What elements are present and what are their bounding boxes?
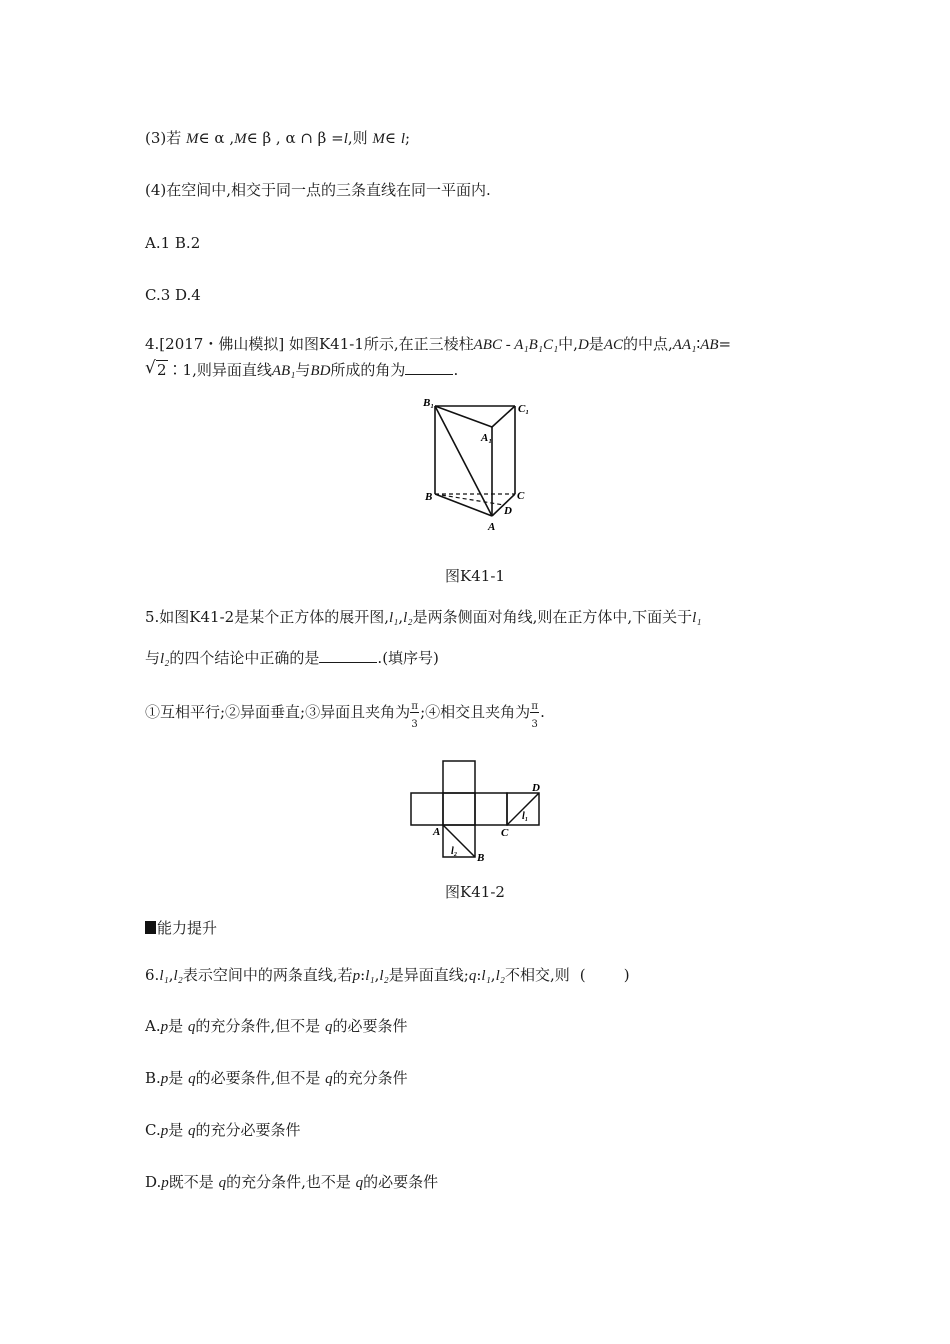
text: 是两条侧面对角线,则在正方体中,下面关于 <box>412 608 693 626</box>
figure-prism <box>420 392 540 542</box>
text: 4.[2017・佛山模拟] 如图K41-1所示,在正三棱柱 <box>145 335 474 353</box>
label-C: C <box>501 827 509 839</box>
label-C: C <box>517 490 525 502</box>
text: , <box>168 966 174 984</box>
math-var: q <box>188 1123 196 1139</box>
math-var: p <box>160 1019 169 1035</box>
text: 是 <box>168 1017 184 1035</box>
numerator: π <box>411 701 418 712</box>
label-D: D <box>504 505 512 517</box>
text: 的充分必要条件 <box>195 1121 301 1139</box>
radicand: 2 <box>157 361 167 379</box>
math-var: l₂ <box>160 651 170 667</box>
text: 的中点, <box>622 335 673 353</box>
text: , <box>490 966 496 984</box>
text: 与 <box>295 361 311 379</box>
text: 不相交,则 <box>504 966 570 984</box>
answer-blank[interactable] <box>405 360 453 375</box>
text: : <box>476 966 482 984</box>
section-square-icon <box>145 921 156 934</box>
math-var: M <box>186 131 199 147</box>
text: 与 <box>145 649 161 667</box>
math-var: q <box>324 1019 333 1035</box>
text: , <box>374 966 380 984</box>
text: 的必要条件 <box>363 1173 439 1191</box>
question-4-line1 <box>145 334 731 355</box>
fraction-pi-over-3 <box>410 701 420 730</box>
label-D: D <box>532 782 540 794</box>
math-var: l <box>343 131 348 147</box>
sqrt-expression <box>145 360 168 380</box>
text: 的充分条件 <box>332 1069 408 1087</box>
label-B1: B₁ <box>423 397 435 409</box>
math-var: AB₁ <box>271 363 296 379</box>
math-var: p <box>352 968 361 984</box>
radical-sign: √ <box>145 358 156 378</box>
text: 的充分条件,也不是 <box>226 1173 351 1191</box>
label-A: A <box>433 826 441 838</box>
option-A[interactable] <box>145 1016 407 1037</box>
text: ∈ <box>384 129 397 147</box>
text: 的充分条件,但不是 <box>195 1017 321 1035</box>
figure-1-caption: 图K41-1 <box>445 567 505 585</box>
math-var: l₁ <box>481 968 491 984</box>
answer-blank[interactable] <box>319 648 377 663</box>
text: ;④相交且夹角为 <box>420 703 531 721</box>
label-C1: C₁ <box>518 403 530 415</box>
text: 若 <box>166 129 182 147</box>
text: 6. <box>145 966 160 984</box>
math-var: q <box>468 968 477 984</box>
question-5-line1 <box>145 607 702 628</box>
text: B. <box>145 1069 161 1087</box>
statement-4: (4)在空间中,相交于同一点的三条直线在同一平面内. <box>145 181 491 199</box>
math-var: p <box>161 1175 169 1191</box>
section-header <box>145 918 217 938</box>
label-l1: l₁ <box>522 811 529 822</box>
fraction-pi-over-3 <box>530 701 540 730</box>
math-var: q <box>355 1175 364 1191</box>
math-var: l₂ <box>379 968 389 984</box>
math-var: q <box>325 1071 333 1087</box>
text: . <box>540 703 545 721</box>
math-var: p <box>160 1071 169 1087</box>
math-var: l₁ <box>159 968 169 984</box>
label-A: A <box>488 521 496 533</box>
text: 所成的角为 <box>330 361 406 379</box>
text: ①互相平行;②异面垂直;③异面且夹角为 <box>145 703 411 721</box>
math-expr: ABC - A₁B₁C₁ <box>473 337 559 353</box>
text: 表示空间中的两条直线,若 <box>182 966 353 984</box>
section-title: 能力提升 <box>157 919 218 937</box>
label-B: B <box>425 491 433 503</box>
label-B: B <box>477 852 485 864</box>
option-C[interactable] <box>145 1120 301 1141</box>
text: D. <box>145 1173 162 1191</box>
question-5-line2 <box>145 648 439 669</box>
text: ∈ β , α ∩ β = <box>246 129 344 147</box>
options-cd: C.3 D.4 <box>145 286 201 304</box>
math-var: AC <box>603 337 623 353</box>
math-var: q <box>188 1071 196 1087</box>
math-var: AB <box>700 337 719 353</box>
option-D[interactable] <box>145 1172 438 1193</box>
math-var: q <box>218 1175 227 1191</box>
text: A. <box>145 1017 161 1035</box>
text: : <box>360 966 366 984</box>
text: ; <box>404 129 411 147</box>
text: ,则 <box>347 129 368 147</box>
math-var: M <box>234 131 247 147</box>
figure-2-caption: 图K41-2 <box>445 883 505 901</box>
statement-3 <box>145 128 410 149</box>
text: 是异面直线; <box>388 966 469 984</box>
statement-number: (3) <box>145 129 167 147</box>
text: 中, <box>558 335 578 353</box>
option-B[interactable] <box>145 1068 408 1089</box>
math-var: l₁ <box>389 610 399 626</box>
text: 5.如图K41-2是某个正方体的展开图, <box>145 608 389 626</box>
text: , <box>398 608 404 626</box>
text: 是 <box>588 335 604 353</box>
answer-parentheses[interactable]: ( ) <box>579 966 630 984</box>
text: .(填序号) <box>377 649 439 667</box>
question-6 <box>145 965 630 986</box>
math-var: l₂ <box>173 968 183 984</box>
text: 既不是 <box>168 1173 214 1191</box>
math-var: M <box>372 131 385 147</box>
math-var: l₂ <box>495 968 505 984</box>
math-var: D <box>577 337 589 353</box>
math-var: l₁ <box>365 968 375 984</box>
text: 的必要条件 <box>332 1017 408 1035</box>
text: 是 <box>168 1069 184 1087</box>
text: ∶1,则异面直线 <box>167 361 272 379</box>
question-5-options <box>145 701 545 730</box>
text: = <box>718 335 732 353</box>
text: 的必要条件,但不是 <box>195 1069 321 1087</box>
math-var: BD <box>310 363 331 379</box>
question-4-line2 <box>145 360 458 381</box>
text: C. <box>145 1121 161 1139</box>
numerator: π <box>531 701 538 712</box>
text: 的四个结论中正确的是 <box>169 649 320 667</box>
denominator: 3 <box>531 719 538 730</box>
math-var: q <box>187 1019 196 1035</box>
math-var: p <box>160 1123 169 1139</box>
math-var: l <box>400 131 405 147</box>
denominator: 3 <box>411 719 418 730</box>
math-var: l₂ <box>403 610 413 626</box>
math-var: l₁ <box>692 610 702 626</box>
figure-cube-net <box>405 756 555 868</box>
text: ∈ α , <box>198 129 235 147</box>
text: ∶ <box>696 335 701 353</box>
label-A1: A₁ <box>481 432 493 444</box>
text: 是 <box>168 1121 184 1139</box>
label-l2: l₂ <box>451 846 458 857</box>
text: . <box>453 361 459 379</box>
options-ab: A.1 B.2 <box>145 234 201 252</box>
math-var: AA₁ <box>672 337 697 353</box>
